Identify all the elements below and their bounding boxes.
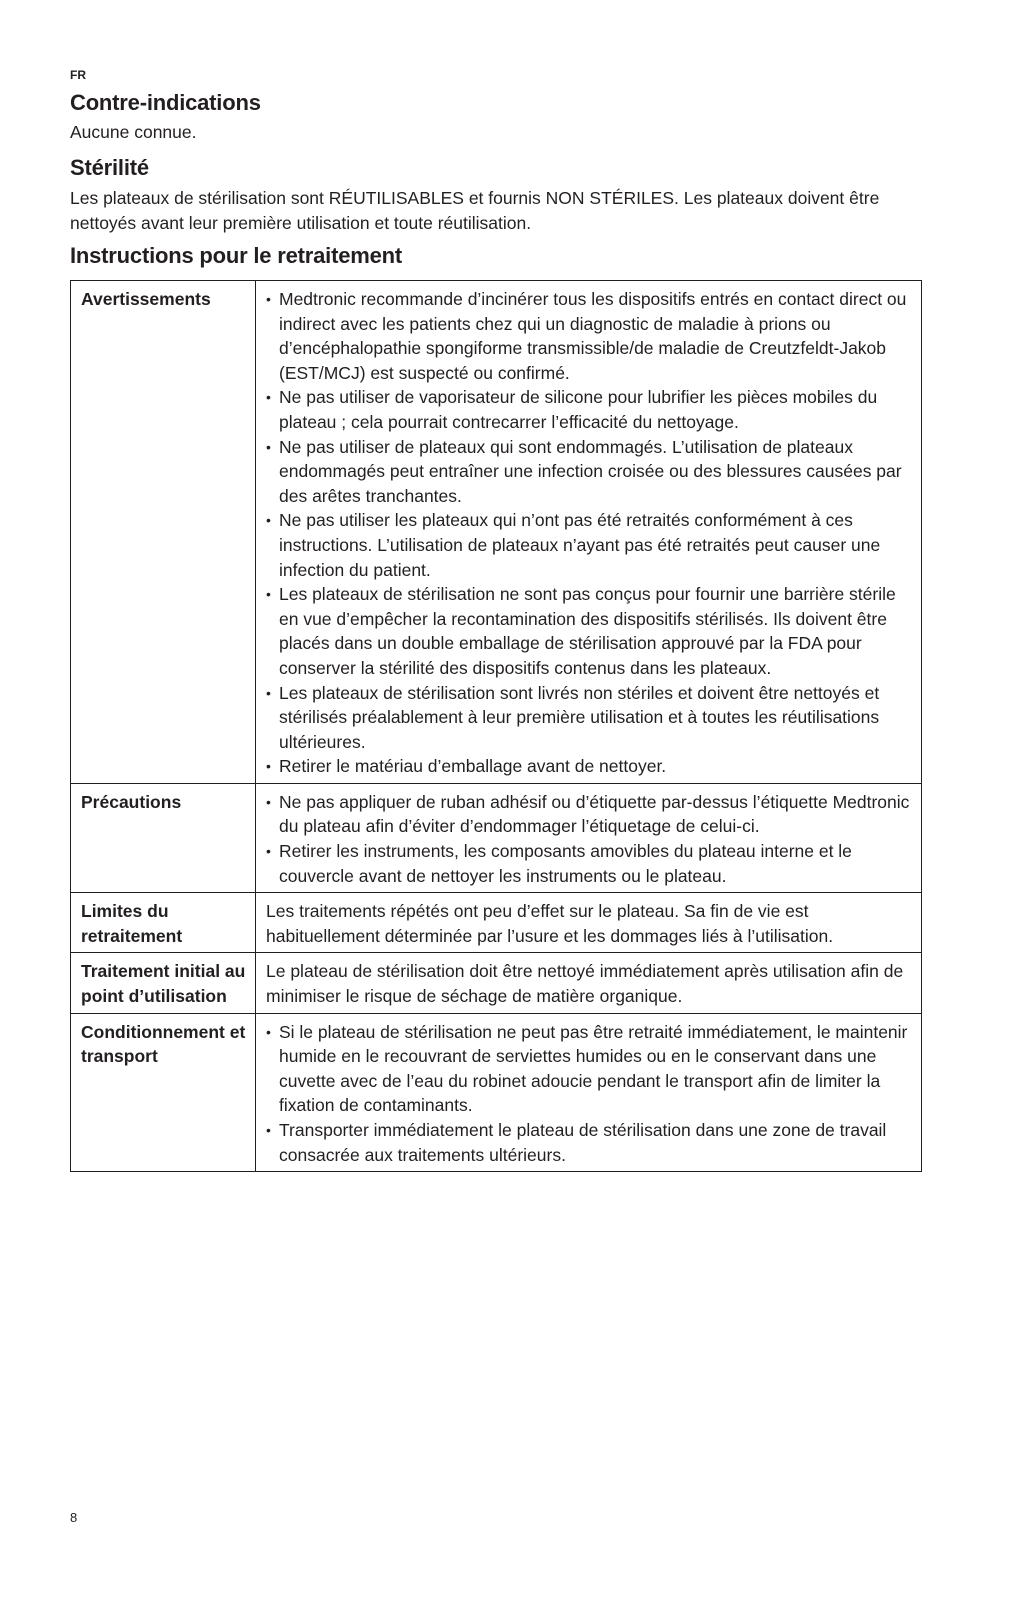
list-item: • Retirer le matériau d’emballage avant de nettoyer.: [266, 754, 913, 779]
table-row-warnings: [71, 281, 922, 784]
bullet-list: [266, 287, 913, 779]
list-item: • Retirer les instruments, les composants amovibles du plateau interne et le couvercle avant de nettoyer les instruments ou le plateau.: [266, 839, 913, 888]
bullet-list: [266, 790, 913, 888]
contraindications-heading: Contre-indications: [70, 90, 261, 115]
table-row-limits: [71, 893, 922, 953]
row-label: Conditionnement et transport: [71, 1013, 256, 1172]
list-item: • Les plateaux de stérilisation ne sont pas conçus pour fournir une barrière stérile en vue d’empêcher la recontamination des dispositifs stérilisés. Ils doivent être placés dans un double emballage de stérilisation approuvé par la FDA pour conserver la stérilité des dispositifs contenus dans les plateaux.: [266, 582, 913, 680]
row-label: Limites du retraitement: [71, 893, 256, 953]
contraindications-text: Aucune connue.: [70, 122, 197, 142]
row-content: [256, 1013, 922, 1172]
reprocessing-heading: Instructions pour le retraitement: [70, 243, 403, 268]
sterility-heading: Stérilité: [70, 155, 149, 180]
table-row-precautions: [71, 783, 922, 892]
language-tag: FR: [70, 68, 86, 82]
reprocessing-table: [70, 280, 922, 1172]
row-content: Les traitements répétés ont peu d’effet sur le plateau. Sa fin de vie est habituellement déterminée par l’usure et les dommages liés à l’utilisation.: [256, 893, 922, 953]
row-label: Traitement initial au point d’utilisation: [71, 953, 256, 1013]
list-item: • Ne pas utiliser de vaporisateur de silicone pour lubrifier les pièces mobiles du plateau ; cela pourrait contrecarrer l’efficacité du nettoyage.: [266, 385, 913, 434]
table-row-initial-treatment: [71, 953, 922, 1013]
list-item: • Transporter immédiatement le plateau de stérilisation dans une zone de travail consacrée aux traitements ultérieurs.: [266, 1118, 913, 1167]
table-row-packaging-transport: [71, 1013, 922, 1172]
page-number: 8: [70, 1510, 78, 1525]
row-content: [256, 783, 922, 892]
sterility-text: Les plateaux de stérilisation sont RÉUTILISABLES et fournis NON STÉRILES. Les plateaux doivent être nettoyés avant leur première utilisation et toute réutilisation.: [70, 188, 880, 233]
row-label: Précautions: [71, 783, 256, 892]
list-item: • Les plateaux de stérilisation sont livrés non stériles et doivent être nettoyés et stérilisés préalablement à leur première utilisation et à toutes les réutilisations ultérieures.: [266, 681, 913, 755]
list-item: • Ne pas utiliser de plateaux qui sont endommagés. L’utilisation de plateaux endommagés peut entraîner une infection croisée ou des blessures causées par des arêtes tranchantes.: [266, 435, 913, 509]
row-content: [256, 281, 922, 784]
list-item: • Ne pas appliquer de ruban adhésif ou d’étiquette par-dessus l’étiquette Medtronic du plateau afin d’éviter d’endommager l’étiquetage de celui-ci.: [266, 790, 913, 839]
bullet-list: [266, 1020, 913, 1168]
list-item: • Si le plateau de stérilisation ne peut pas être retraité immédiatement, le maintenir humide en le recouvrant de serviettes humides ou en le conservant dans une cuvette avec de l’eau du robinet adoucie pendant le transport afin de limiter la fixation de contaminants.: [266, 1020, 913, 1118]
row-label: Avertissements: [71, 281, 256, 784]
list-item: • Medtronic recommande d’incinérer tous les dispositifs entrés en contact direct ou indirect avec les patients chez qui un diagnostic de maladie à prions ou d’encéphalopathie spongiforme transmissible/de maladie de Creutzfeldt-Jakob (EST/MCJ) est suspecté ou confirmé.: [266, 287, 913, 385]
row-content: Le plateau de stérilisation doit être nettoyé immédiatement après utilisation afin de minimiser le risque de séchage de matière organique.: [256, 953, 922, 1013]
list-item: • Ne pas utiliser les plateaux qui n’ont pas été retraités conformément à ces instructions. L’utilisation de plateaux n’ayant pas été retraités peut causer une infection du patient.: [266, 508, 913, 582]
